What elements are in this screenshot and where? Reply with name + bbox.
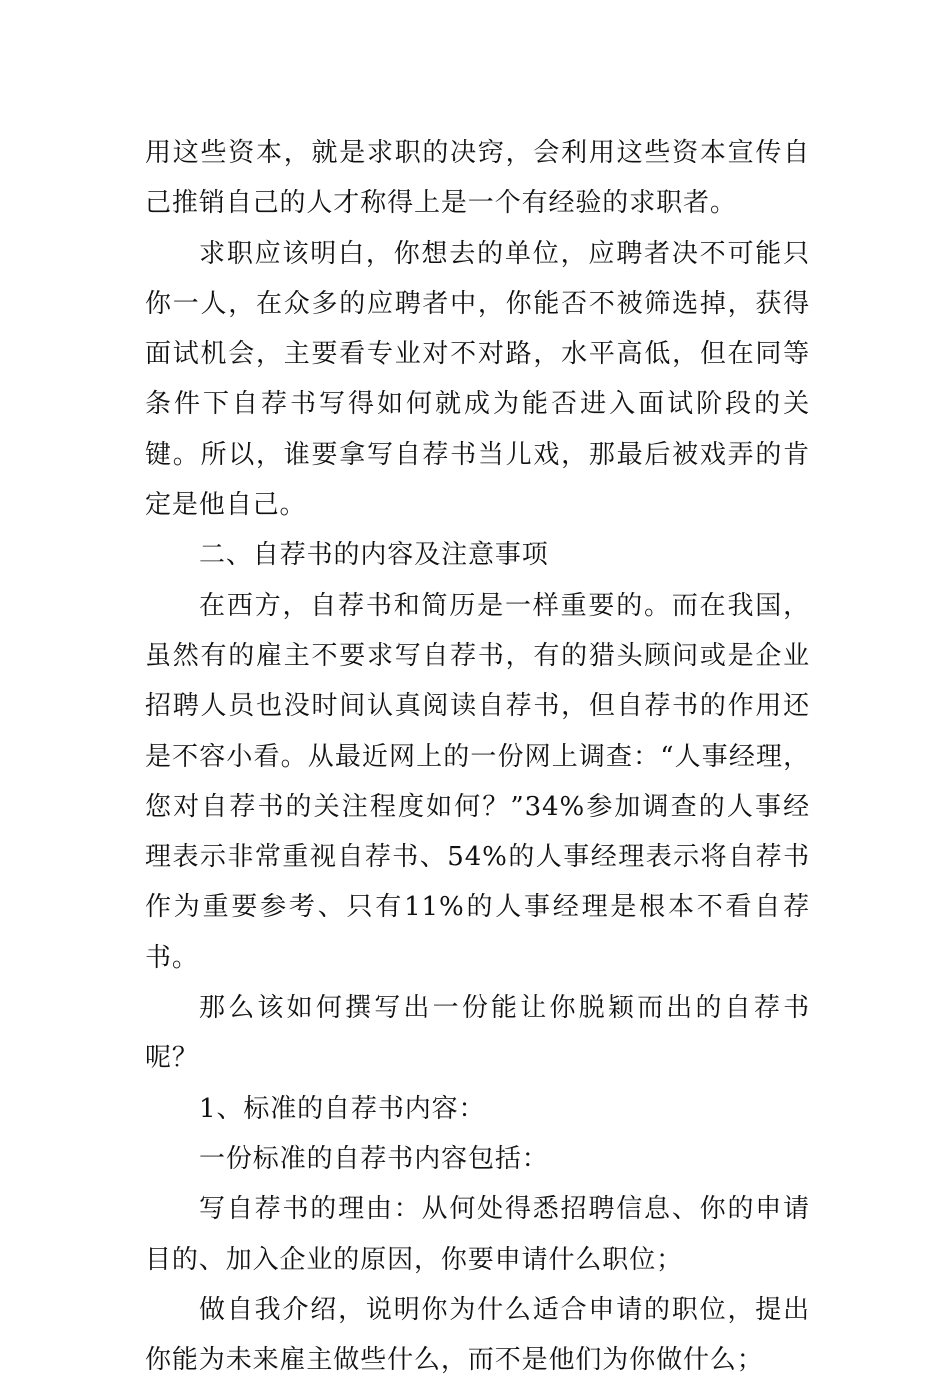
- document-body: [145, 128, 810, 1385]
- subheading-standard-content: 1、标准的自荐书内容：: [199, 1093, 486, 1124]
- paragraph-western-survey: 在西方，自荐书和简历是一样重要的。而在我国，虽然有的雇主不要求写自荐书，有的猎头顾问或是企业招聘人员也没时间认真阅读自荐书，但自荐书的作用还是不容小看。从最近网上的一份网上调查：“人事经理，您对自荐书的关注程度如何？”34%参加调查的人事经理表示非常重视自荐书、54%的人事经理表示将自荐书作为重要参考、只有11%的人事经理是根本不看自荐书。: [145, 590, 810, 973]
- paragraph-question: 那么该如何撰写出一份能让你脱颖而出的自荐书呢？: [145, 993, 810, 1074]
- paragraph-self-intro: 做自我介绍，说明你为什么适合申请的职位，提出你能为未来雇主做些什么，而不是他们为你做什么；: [145, 1294, 810, 1376]
- paragraph-intro-continuation: 用这些资本，就是求职的决窍，会利用这些资本宣传自己推销自己的人才称得上是一个有经验的求职者。: [145, 138, 810, 219]
- section-heading-content: 二、自荐书的内容及注意事项: [199, 540, 549, 571]
- paragraph-job-seeking: 求职应该明白，你想去的单位，应聘者决不可能只你一人，在众多的应聘者中，你能否不被筛选掉，获得面试机会，主要看专业对不对路，水平高低，但在同等条件下自荐书写得如何就成为能否进入面试阶段的关键。所以，谁要拿写自荐书当儿戏，那最后被戏弄的肯定是他自己。: [145, 238, 810, 521]
- paragraph-standard-includes: 一份标准的自荐书内容包括：: [199, 1143, 549, 1174]
- paragraph-reason: 写自荐书的理由：从何处得悉招聘信息、你的申请目的、加入企业的原因，你要申请什么职位；: [145, 1194, 810, 1275]
